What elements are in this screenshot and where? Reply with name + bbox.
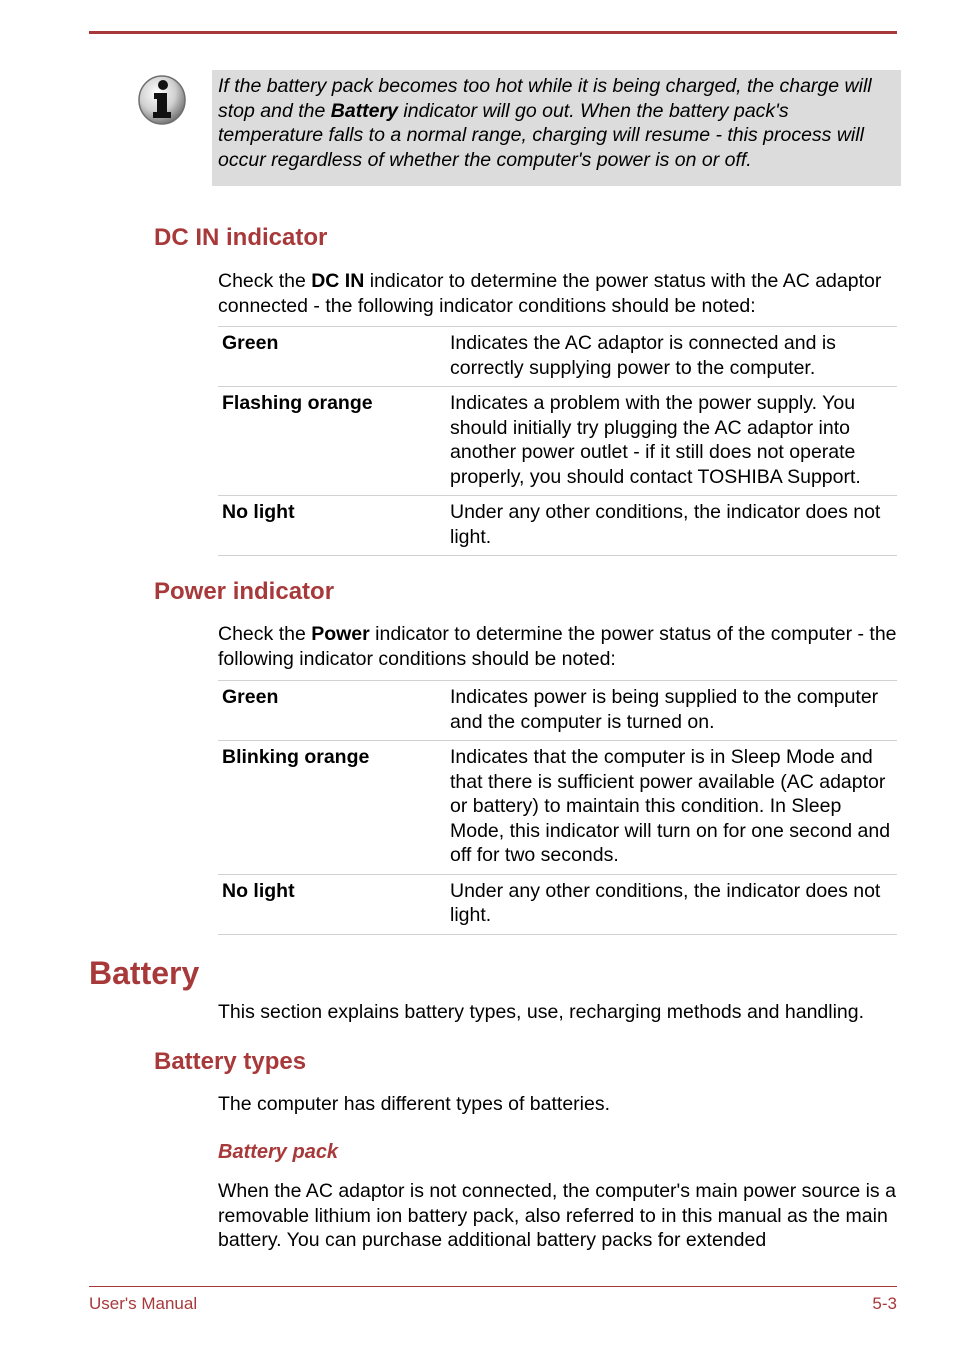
section-heading-dc-in: DC IN indicator [154, 224, 328, 251]
condition-term: No light [218, 496, 442, 556]
condition-desc: Indicates that the computer is in Sleep Mode and that there is sufficient power available (AC adaptor or battery) to maintain this condition. In Sleep Mode, this indicator will turn on for one second and off for two seconds. [442, 741, 897, 875]
battery-types-intro: The computer has different types of batteries. [218, 1093, 611, 1115]
subsection-heading-battery-pack: Battery pack [218, 1141, 339, 1163]
battery-pack-text: When the AC adaptor is not connected, the computer's main power source is a removable lithium ion battery pack, also referred to in this manual as the main battery. You can purchase additional battery packs for extended [218, 1180, 896, 1251]
condition-desc: Under any other conditions, the indicator does not light. [442, 874, 897, 934]
condition-desc: Indicates power is being supplied to the computer and the computer is turned on. [442, 681, 897, 741]
table-row [218, 681, 897, 741]
note-text: If the battery pack becomes too hot while it is being charged, the charge will stop and the [218, 75, 872, 122]
page-number: 5-3 [872, 1294, 897, 1313]
section-heading-power: Power indicator [154, 578, 335, 605]
note-bold: Battery [330, 99, 398, 122]
condition-desc: Indicates a problem with the power supply. You should initially try plugging the AC adaptor into another power outlet - if it still does not operate properly, you should contact TOSHIBA Support. [442, 387, 897, 496]
condition-desc: Indicates the AC adaptor is connected and is correctly supplying power to the computer. [442, 327, 897, 387]
table-row [218, 387, 897, 496]
footer-manual-title: User's Manual [89, 1294, 198, 1313]
section-heading-battery-types: Battery types [154, 1048, 307, 1075]
dc-in-intro: Check the DC IN indicator to determine the power status with the AC adaptor connected - the following indicator conditions should be noted: [218, 270, 882, 317]
info-icon [137, 74, 187, 126]
table-row [218, 327, 897, 387]
info-note [212, 70, 901, 186]
condition-desc: Under any other conditions, the indicator does not light. [442, 496, 897, 556]
chapter-heading-battery: Battery [89, 955, 200, 991]
condition-term: No light [218, 874, 442, 934]
table-row [218, 496, 897, 556]
battery-intro: This section explains battery types, use, recharging methods and handling. [218, 1001, 865, 1023]
condition-term: Flashing orange [218, 387, 442, 496]
condition-term: Blinking orange [218, 741, 442, 875]
condition-term: Green [218, 327, 442, 387]
note-text: indicator will go out. When the battery pack's temperature falls to a normal range, charging will resume - this process will occur regardless of whether the computer's power is on or off. [218, 99, 864, 171]
condition-term: Green [218, 681, 442, 741]
table-row [218, 741, 897, 875]
dc-in-table [218, 326, 897, 556]
table-row [218, 874, 897, 934]
footer-rule [89, 1286, 897, 1287]
power-table [218, 680, 897, 935]
header-rule [89, 31, 897, 34]
power-intro: Check the Power indicator to determine the power status of the computer - the following indicator conditions should be noted: [218, 623, 897, 670]
